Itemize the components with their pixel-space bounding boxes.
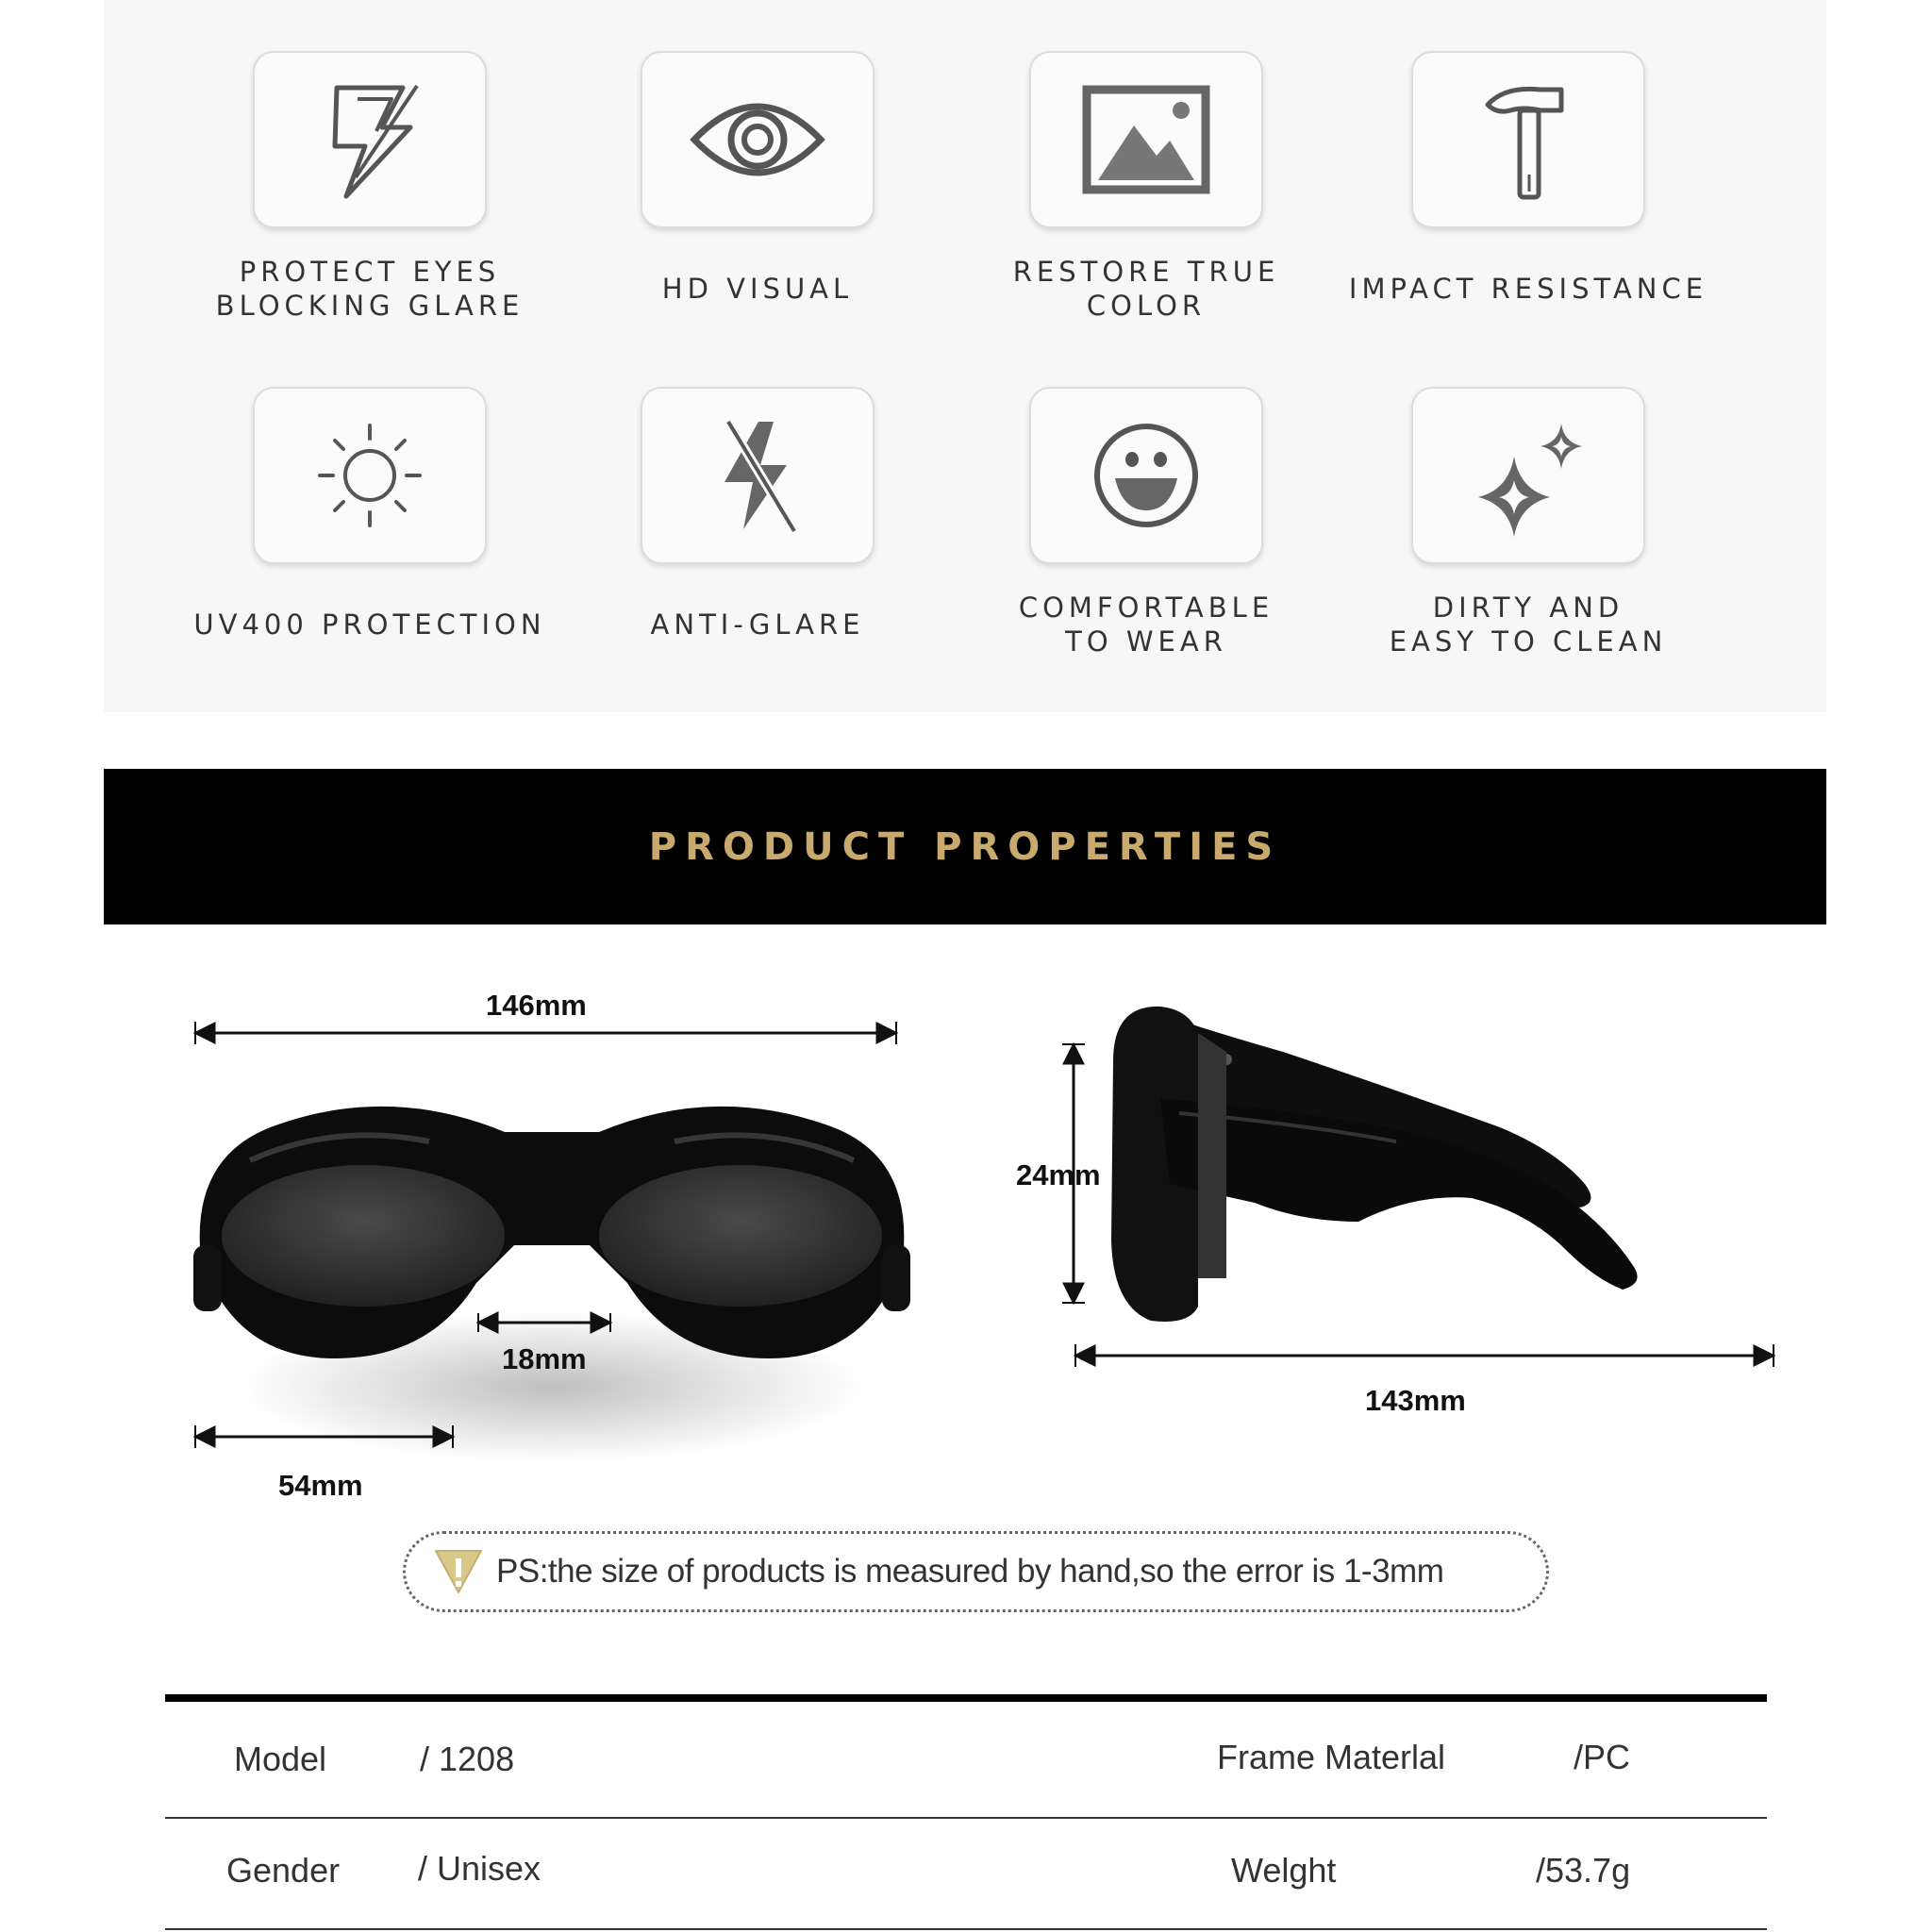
feature-tile: [641, 51, 874, 228]
smiley-face-icon: [1075, 405, 1217, 546]
feature-tile: [1411, 51, 1645, 228]
spec-model-label: Model: [234, 1740, 327, 1778]
feature-label: UV400 PROTECTION: [193, 608, 546, 641]
spec-gender-value: / Unisex: [418, 1849, 541, 1888]
feature-tile: [253, 51, 487, 228]
side-view-dimension-diagram: [1057, 995, 1792, 1373]
feature-label: RESTORE TRUE COLOR: [1012, 256, 1280, 322]
spec-material-label: Frame Materlal: [1217, 1738, 1446, 1776]
bridge-label: 18mm: [502, 1342, 587, 1375]
banner-title: PRODUCT PROPERTIES: [648, 824, 1282, 869]
table-top-rule: [165, 1694, 1767, 1702]
spec-weight-value: /53.7g: [1536, 1851, 1631, 1890]
sparkles-icon: [1457, 405, 1599, 546]
spec-gender-label: Gender: [226, 1851, 341, 1890]
lightning-bolt-icon: [299, 69, 441, 210]
feature-restore-color: [948, 51, 1344, 330]
sun-icon: [299, 405, 441, 546]
feature-label: ANTI-GLARE: [650, 608, 865, 641]
note-text: PS:the size of products is measured by hand,so the error is 1-3mm: [496, 1553, 1444, 1590]
feature-tile: [641, 387, 874, 564]
spec-weight-label: Welght: [1231, 1851, 1337, 1890]
front-view-dimension-diagram: [184, 1019, 929, 1528]
feature-tile: [253, 387, 487, 564]
feature-label: PROTECT EYES BLOCKING GLARE: [215, 256, 525, 322]
eye-icon: [687, 69, 828, 210]
hammer-icon: [1457, 69, 1599, 210]
lens-width-label: 54mm: [278, 1469, 363, 1502]
table-row-divider: [165, 1817, 1767, 1819]
feature-anti-glare: [559, 387, 956, 666]
total-width-label: 146mm: [486, 989, 587, 1022]
feature-label: DIRTY AND EASY TO CLEAN: [1389, 591, 1668, 658]
table-bottom-rule: [165, 1928, 1767, 1930]
feature-comfortable: [948, 387, 1344, 666]
feature-easy-clean: [1330, 387, 1726, 666]
measurement-note: [403, 1531, 1549, 1612]
warning-icon: [432, 1547, 485, 1596]
feature-hd-visual: [559, 51, 956, 330]
features-section: [104, 0, 1826, 712]
temple-length-label: 143mm: [1365, 1384, 1466, 1417]
feature-tile: [1411, 387, 1645, 564]
crossed-lightning-icon: [687, 405, 828, 546]
feature-tile: [1029, 387, 1263, 564]
spec-model-value: / 1208: [420, 1740, 515, 1778]
feature-label: COMFORTABLE TO WEAR: [1018, 591, 1274, 658]
landscape-picture-icon: [1075, 69, 1217, 210]
product-properties-banner: [104, 769, 1826, 924]
feature-uv400: [172, 387, 568, 666]
feature-label: HD VISUAL: [661, 273, 854, 305]
feature-tile: [1029, 51, 1263, 228]
feature-protect-eyes: [172, 51, 568, 330]
spec-material-value: /PC: [1574, 1738, 1631, 1776]
lens-height-label: 24mm: [1016, 1158, 1101, 1191]
feature-impact-resistance: [1330, 51, 1726, 330]
sunglasses-side-image: [1111, 1007, 1638, 1322]
feature-label: IMPACT RESISTANCE: [1348, 273, 1708, 305]
